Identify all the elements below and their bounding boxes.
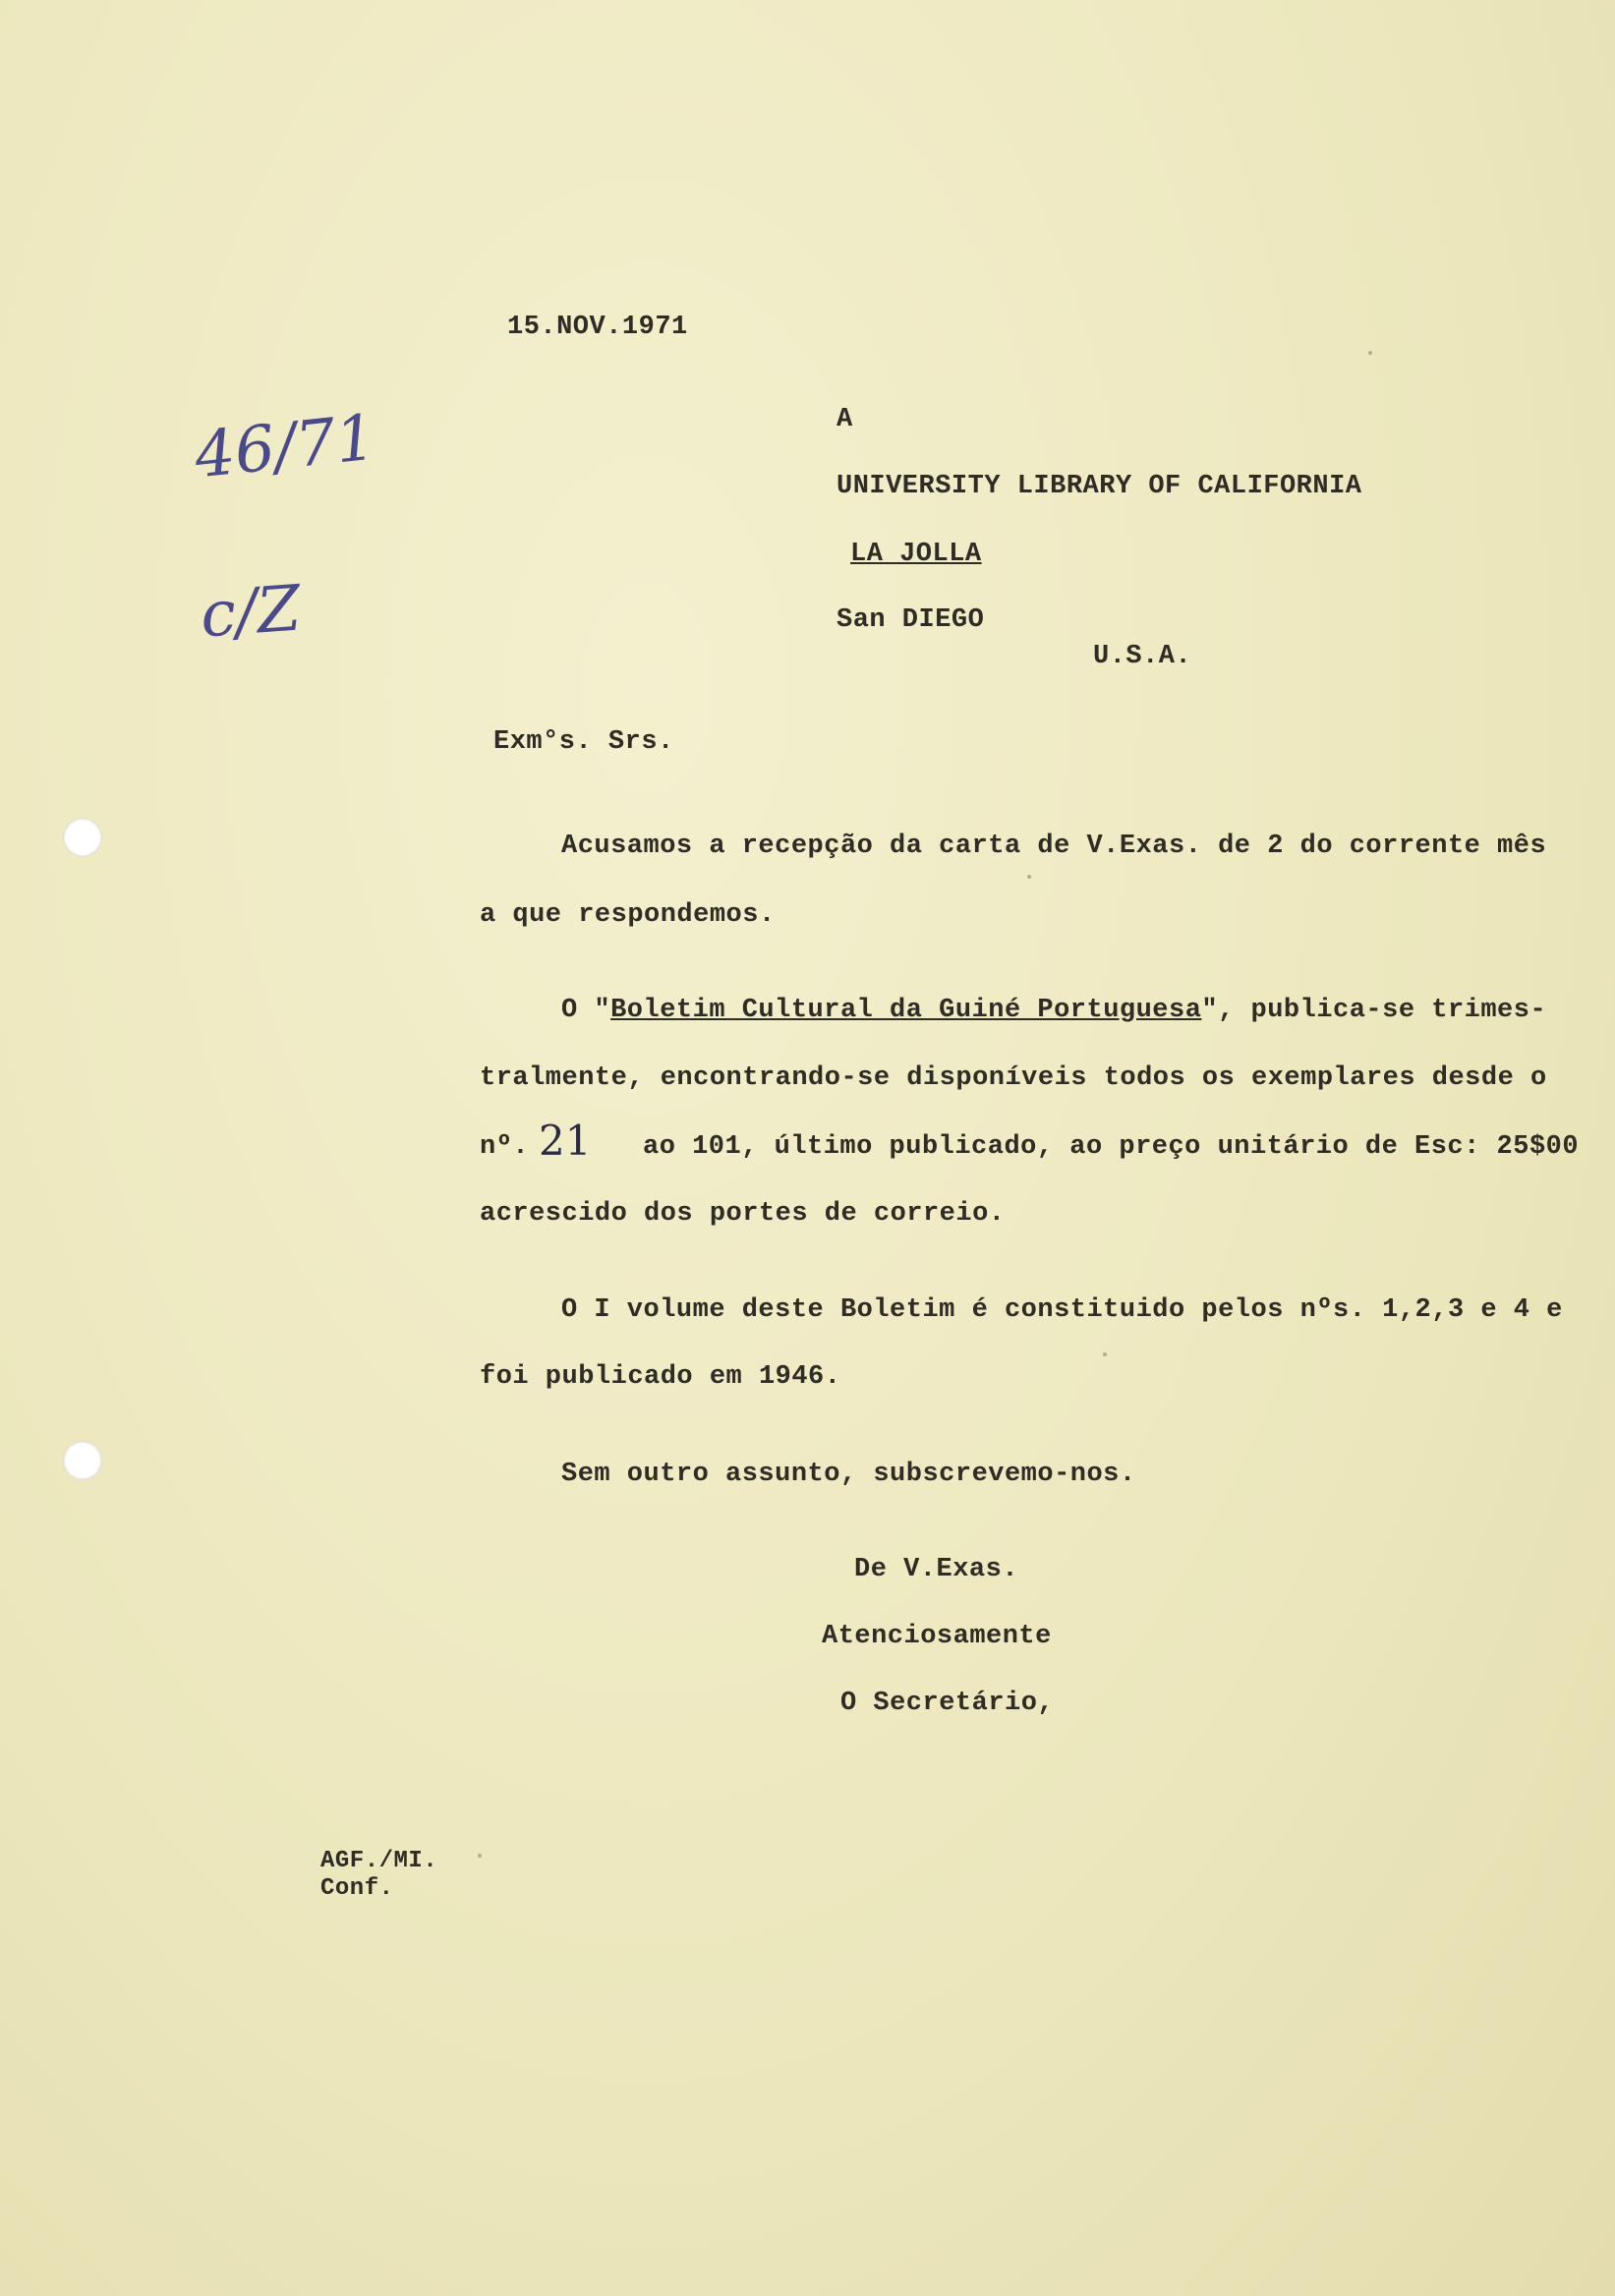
paper-speck [478, 1854, 482, 1858]
closing-line-1: De V.Exas. [854, 1555, 1019, 1584]
recipient-city: LA JOLLA [850, 540, 982, 569]
paragraph-2-line-2: tralmente, encontrando-se disponíveis todos os exemplares desde o [480, 1063, 1547, 1093]
paragraph-2-line-3-end: ao 101, último publicado, ao preço unitário de Esc: 25$00 [643, 1132, 1580, 1162]
reference-conf: Conf. [320, 1875, 394, 1902]
paragraph-1-line-1: Acusamos a recepção da carta de V.Exas. de 2 do corrente mês [561, 832, 1547, 861]
recipient-country: U.S.A. [1093, 642, 1192, 671]
paragraph-2-line-3-start: nº. [480, 1132, 530, 1162]
punch-hole-top [63, 818, 102, 857]
paper-speck [1368, 351, 1372, 355]
paper-speck [1103, 1352, 1107, 1356]
closing-line-3: O Secretário, [840, 1689, 1055, 1718]
paragraph-4: Sem outro assunto, subscrevemo-nos. [561, 1460, 1136, 1489]
paragraph-1-line-2: a que respondemos. [480, 900, 776, 930]
letter-date: 15.NOV.1971 [507, 313, 688, 342]
reference-initials: AGF./MI. [320, 1848, 438, 1874]
handwritten-ref-code: c/Z [198, 572, 304, 653]
paragraph-2-line-1 [561, 996, 1546, 1025]
addressee-prefix: A [836, 405, 853, 434]
closing-line-2: Atenciosamente [822, 1622, 1052, 1651]
boletim-title: Boletim Cultural da Guiné Portuguesa [610, 996, 1202, 1025]
handwritten-ref-number: 46/71 [191, 401, 379, 493]
recipient-region: San DIEGO [836, 605, 985, 635]
punch-hole-bottom [63, 1441, 102, 1480]
salutation: Exm°s. Srs. [493, 727, 674, 757]
paper-speck [1027, 875, 1031, 879]
paragraph-2-line-1-end: ", publica-se trimes- [1201, 996, 1547, 1025]
paragraph-2-line-1-start: O " [561, 996, 611, 1025]
handwritten-issue-number: 21 [539, 1117, 592, 1165]
paragraph-3-line-2: foi publicado em 1946. [480, 1362, 841, 1392]
paragraph-2-line-4: acrescido dos portes de correio. [480, 1199, 1006, 1229]
recipient-institution: UNIVERSITY LIBRARY OF CALIFORNIA [836, 472, 1362, 501]
paragraph-3-line-1: O I volume deste Boletim é constituido pelos nºs. 1,2,3 e 4 e [561, 1295, 1563, 1325]
